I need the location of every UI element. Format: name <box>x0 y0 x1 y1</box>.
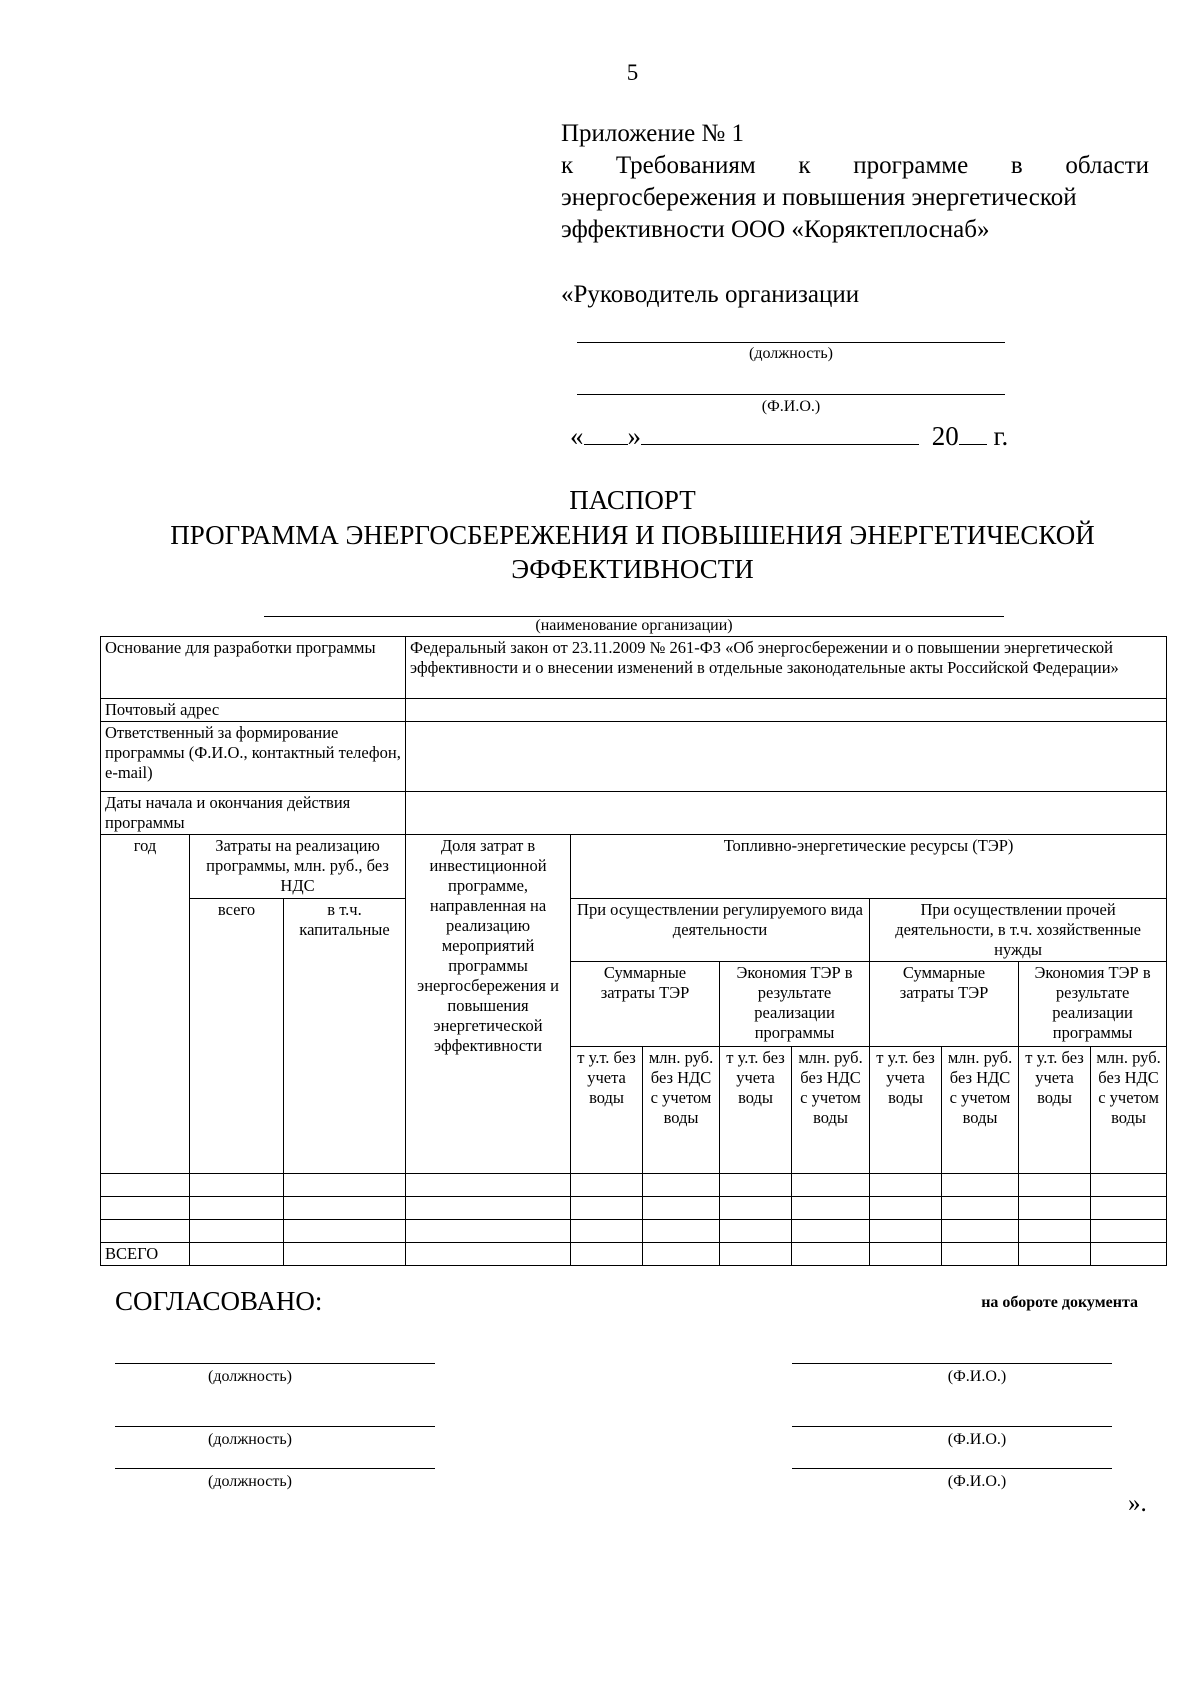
year-header: год <box>101 835 190 1174</box>
regulated-savings-tut-header: т у.т. без учета воды <box>720 1047 792 1174</box>
agreement-name-line <box>792 1468 1112 1469</box>
costs-total-header: всего <box>190 899 284 1174</box>
agreement-name-caption: (Ф.И.О.) <box>947 1431 1007 1448</box>
reverse-side-note: на обороте документа <box>981 1294 1138 1311</box>
regulated-sum-rub-header: млн. руб. без НДС с учетом воды <box>643 1047 720 1174</box>
postal-address-value <box>406 699 1167 722</box>
table-row <box>101 1220 1167 1243</box>
page-number: 5 <box>626 60 639 85</box>
agreed-title: СОГЛАСОВАНО: <box>115 1286 323 1316</box>
other-sum-tut-header: т у.т. без учета воды <box>870 1047 942 1174</box>
regulated-savings-rub-header: млн. руб. без НДС с учетом воды <box>792 1047 870 1174</box>
approval-date-line <box>570 420 1008 452</box>
program-dates-label: Даты начала и окончания действия программы <box>101 792 406 835</box>
agreement-name-caption: (Ф.И.О.) <box>947 1368 1007 1385</box>
appendix-title: Приложение № 1 <box>561 120 745 147</box>
appendix-header <box>561 118 1149 246</box>
table-row <box>101 1197 1167 1220</box>
regulated-sum-costs-header: Суммарные затраты ТЭР <box>571 962 720 1047</box>
other-sum-costs-header: Суммарные затраты ТЭР <box>870 962 1019 1047</box>
investment-share-header: Доля затрат в инвестиционной программе, направленная на реализацию мероприятий программы энергосбережения и повышения энергетической эффективности <box>406 835 571 1174</box>
regulated-sum-tut-header: т у.т. без учета воды <box>571 1047 643 1174</box>
table-row <box>101 637 1167 699</box>
passport-title: ПАСПОРТ <box>569 485 696 515</box>
other-savings-header: Экономия ТЭР в результате реализации программы <box>1019 962 1167 1047</box>
agreement-name-line <box>792 1363 1112 1364</box>
other-activity-header: При осуществлении прочей деятельности, в т.ч. хозяйственные нужды <box>870 899 1167 962</box>
month-blank <box>641 420 919 445</box>
table-row <box>101 722 1167 792</box>
other-sum-rub-header: млн. руб. без НДС с учетом воды <box>942 1047 1019 1174</box>
agreement-position-line <box>115 1426 435 1427</box>
position-signature-line <box>577 342 1005 343</box>
year-suffix: г. <box>993 421 1009 451</box>
passport-table <box>100 636 1167 1266</box>
table-row <box>101 792 1167 835</box>
costs-capital-header: в т.ч. капитальные <box>284 899 406 1174</box>
costs-header: Затраты на реализацию программы, млн. руб., без НДС <box>190 835 406 899</box>
organization-caption: (наименование организации) <box>535 617 733 634</box>
agreement-position-caption: (должность) <box>208 1368 292 1385</box>
approval-lead: «Руководитель организации <box>561 281 860 308</box>
basis-label: Основание для разработки программы <box>101 637 406 699</box>
table-total-row <box>101 1243 1167 1266</box>
date-close-quote: » <box>627 421 641 451</box>
agreement-name-line <box>792 1426 1112 1427</box>
appendix-line-3: энергосбережения и повышения энергетической <box>561 184 1077 211</box>
table-header-row <box>101 899 1167 962</box>
position-caption: (должность) <box>749 345 833 362</box>
date-open-quote: « <box>570 421 584 451</box>
appendix-line-2: к Требованиям к программе в области <box>561 152 1149 179</box>
other-savings-rub-header: млн. руб. без НДС с учетом воды <box>1091 1047 1167 1174</box>
table-header-row <box>101 835 1167 899</box>
ter-header: Топливно-энергетические ресурсы (ТЭР) <box>571 835 1167 899</box>
program-dates-value <box>406 792 1167 835</box>
agreement-position-line <box>115 1468 435 1469</box>
other-savings-tut-header: т у.т. без учета воды <box>1019 1047 1091 1174</box>
day-blank <box>584 420 628 445</box>
table-row <box>101 699 1167 722</box>
closing-quote: ». <box>1128 1490 1147 1517</box>
responsible-value <box>406 722 1167 792</box>
agreement-position-caption: (должность) <box>208 1431 292 1448</box>
agreement-name-caption: (Ф.И.О.) <box>947 1473 1007 1490</box>
name-signature-line <box>577 394 1005 395</box>
postal-address-label: Почтовый адрес <box>101 699 406 722</box>
basis-value: Федеральный закон от 23.11.2009 № 261-ФЗ «Об энергосбережении и о повышении энергетической эффективности и о внесении изменений в отдельные законодательные акты Российской Федерации» <box>406 637 1167 699</box>
agreement-position-line <box>115 1363 435 1364</box>
regulated-activity-header: При осуществлении регулируемого вида деятельности <box>571 899 870 962</box>
total-row-label: ВСЕГО <box>101 1243 190 1266</box>
year-blank <box>959 420 987 445</box>
responsible-label: Ответственный за формирование программы (Ф.И.О., контактный телефон, e-mail) <box>101 722 406 792</box>
year-prefix: 20 <box>931 421 959 451</box>
regulated-savings-header: Экономия ТЭР в результате реализации программы <box>720 962 870 1047</box>
name-caption: (Ф.И.О.) <box>761 398 821 415</box>
program-title: ПРОГРАММА ЭНЕРГОСБЕРЕЖЕНИЯ И ПОВЫШЕНИЯ ЭНЕРГЕТИЧЕСКОЙ ЭФФЕКТИВНОСТИ <box>170 520 1095 584</box>
agreement-position-caption: (должность) <box>208 1473 292 1490</box>
appendix-line-4: эффективности ООО «Коряктеплоснаб» <box>561 216 990 243</box>
table-row <box>101 1174 1167 1197</box>
